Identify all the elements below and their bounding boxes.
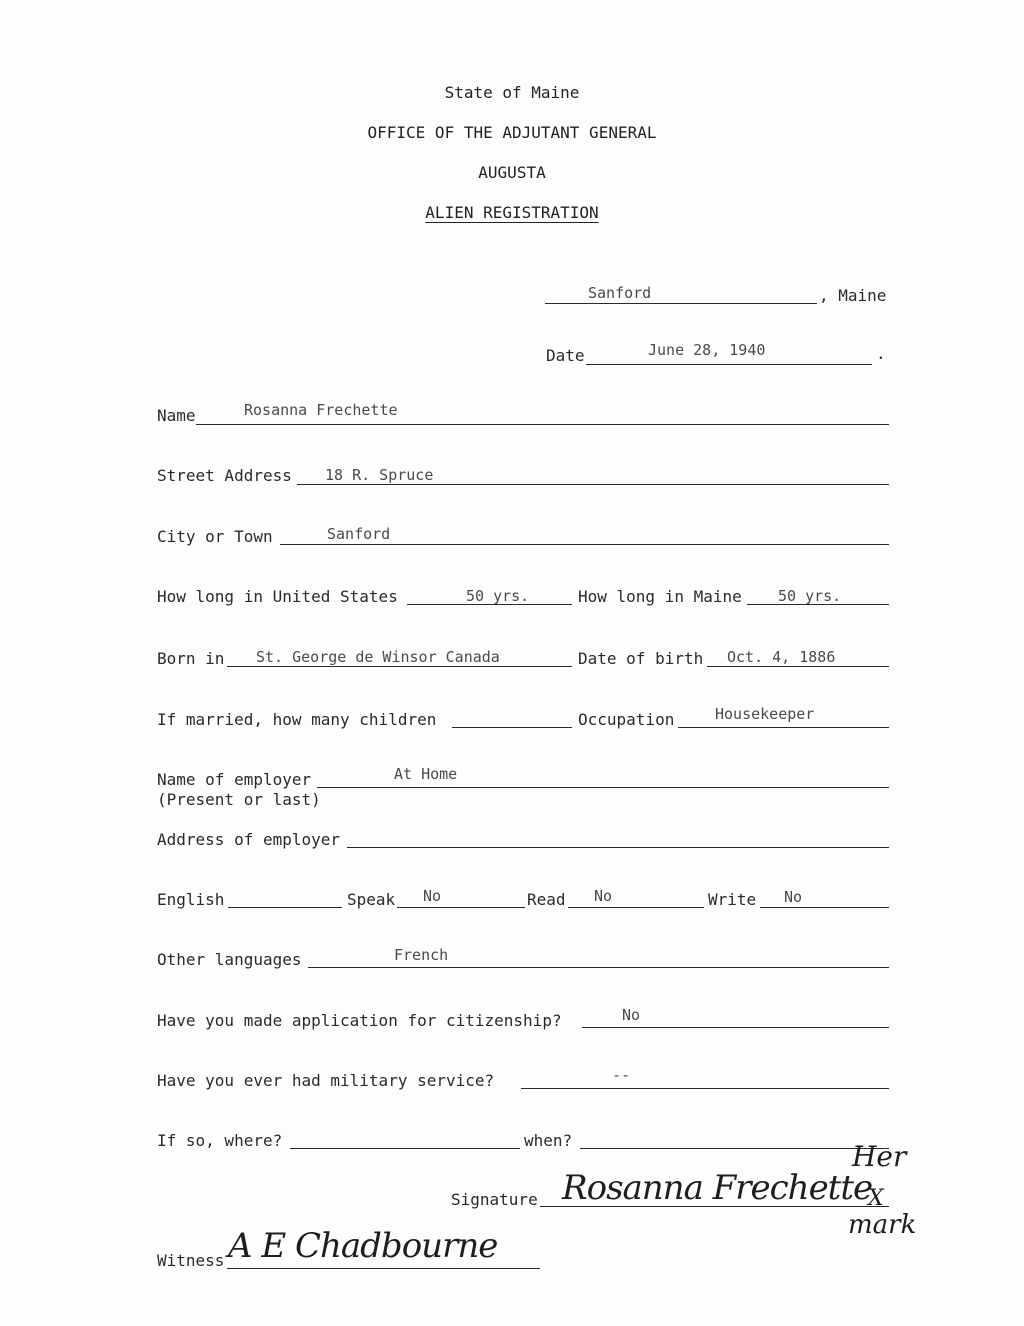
signature-mark-word: mark [848, 1210, 917, 1240]
when-line [580, 1148, 889, 1149]
maine-duration-label: How long in Maine [578, 587, 742, 606]
dob-label: Date of birth [578, 649, 704, 668]
other-languages-value: French [394, 946, 449, 964]
citizenship-value: No [622, 1006, 641, 1024]
form-title-wrap [0, 203, 1024, 222]
city-line [280, 544, 889, 545]
military-label: Have you ever had military service? [157, 1071, 495, 1090]
employer-line [317, 787, 889, 788]
signature-mark-x: X [868, 1186, 884, 1211]
us-duration-label: How long in United States [157, 587, 398, 606]
signature-value: Rosanna Frechette [562, 1168, 873, 1208]
date-line [586, 364, 872, 365]
born-in-value: St. George de Winsor Canada [256, 648, 500, 666]
occupation-label: Occupation [578, 710, 675, 729]
street-value: 18 R. Spruce [325, 466, 434, 484]
english-line [228, 907, 342, 908]
signature-her: Her [852, 1140, 907, 1173]
born-in-label: Born in [157, 649, 225, 668]
name-value: Rosanna Frechette [244, 401, 398, 419]
office-title: OFFICE OF THE ADJUTANT GENERAL [367, 123, 657, 142]
military-line [521, 1088, 889, 1089]
speak-value: No [423, 887, 442, 905]
city-label: City or Town [157, 527, 273, 546]
witness-line [227, 1268, 540, 1269]
speak-label: Speak [347, 890, 396, 909]
name-line [196, 424, 889, 425]
employer-address-label: Address of employer [157, 830, 341, 849]
where-label: If so, where? [157, 1131, 283, 1150]
dob-value: Oct. 4, 1886 [727, 648, 836, 666]
witness-label: Witness [157, 1251, 225, 1270]
employer-value: At Home [394, 765, 458, 783]
us-duration-value: 50 yrs. [466, 587, 530, 605]
when-label: when? [524, 1131, 573, 1150]
occupation-value: Housekeeper [715, 705, 815, 723]
date-value: June 28, 1940 [648, 341, 766, 359]
city-title: AUGUSTA [478, 163, 546, 182]
street-label: Street Address [157, 466, 292, 485]
write-label: Write [708, 890, 757, 909]
employer-address-line [347, 847, 889, 848]
date-end-mark: . [876, 344, 886, 363]
state-title: State of Maine [444, 83, 580, 102]
date-label: Date [546, 346, 585, 365]
other-languages-label: Other languages [157, 950, 302, 969]
town-value: Sanford [588, 284, 652, 302]
born-in-line [227, 666, 572, 667]
read-value: No [594, 887, 613, 905]
write-value: No [784, 888, 803, 906]
employer-label: Name of employer [157, 770, 312, 789]
witness-signature: A E Chadbourne [228, 1226, 498, 1266]
town-line [545, 303, 817, 304]
english-label: English [157, 890, 225, 909]
children-line [452, 727, 572, 728]
write-line [760, 907, 889, 908]
speak-line [397, 907, 525, 908]
maine-duration-value: 50 yrs. [778, 587, 842, 605]
signature-label: Signature [451, 1190, 538, 1209]
children-label: If married, how many children [157, 710, 437, 729]
employer-sublabel: (Present or last) [157, 790, 321, 809]
read-label: Read [527, 890, 566, 909]
citizenship-line [582, 1027, 889, 1028]
read-line [568, 907, 704, 908]
form-title: ALIEN REGISTRATION [425, 203, 599, 222]
other-languages-line [308, 967, 889, 968]
state-suffix: , Maine [819, 286, 887, 305]
where-line [290, 1148, 520, 1149]
street-line [297, 484, 889, 485]
occupation-line [678, 727, 889, 728]
name-label: Name [157, 406, 196, 425]
city-value: Sanford [327, 525, 391, 543]
military-value: -- [612, 1066, 631, 1084]
citizenship-label: Have you made application for citizenship? [157, 1011, 562, 1030]
dob-line [707, 666, 889, 667]
